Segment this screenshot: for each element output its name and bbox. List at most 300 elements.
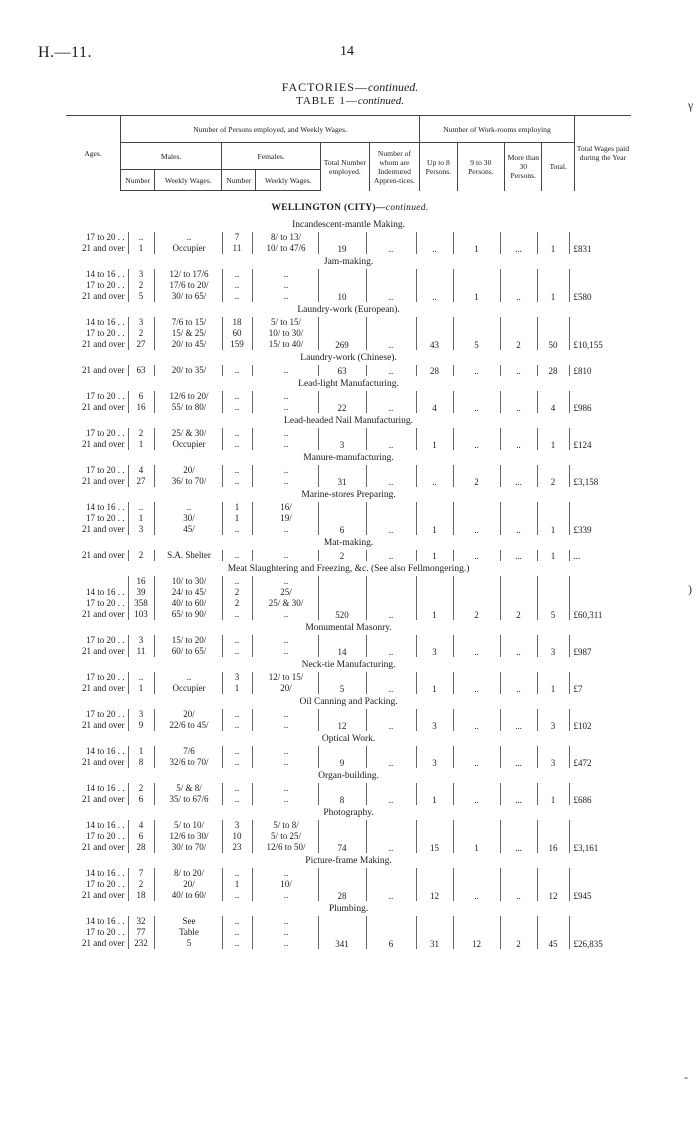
workrooms-more-than-30: .. [500, 391, 537, 413]
age-group-line: 21 and over [82, 402, 125, 412]
male-number-line: 2 [138, 280, 144, 290]
female-number [222, 820, 252, 853]
industry-data-row [66, 550, 631, 561]
female-weekly-wages [252, 709, 318, 731]
industry-name: Incandescent-mantle Making. [292, 220, 405, 230]
female-number-line: .. [234, 402, 240, 412]
age-group-line: 21 and over [82, 550, 125, 560]
male-weekly-wages-line: Occupier [172, 683, 206, 693]
male-number-line: .. [138, 502, 144, 512]
workrooms-total: 1 [537, 783, 569, 805]
industry-name: Manure-manufacturing. [303, 453, 394, 463]
female-weekly-wages [252, 502, 318, 535]
male-number-line: 6 [138, 794, 144, 804]
female-number-line: 3 [234, 672, 240, 682]
industry-heading-row [66, 561, 631, 576]
workrooms-9-to-30: 1 [453, 820, 500, 853]
industry-name: Laundry-work (Chinese). [300, 353, 397, 363]
total-employed: 2 [318, 550, 366, 561]
male-number-line: 8 [138, 757, 144, 767]
female-number [222, 502, 252, 535]
male-weekly-wages-line: 8/ to 20/ [173, 868, 204, 878]
age-group-line: 21 and over [82, 524, 125, 534]
female-number [222, 576, 252, 620]
male-weekly-wages-line: 5/ to 10/ [173, 820, 204, 830]
industry-data-row [66, 783, 631, 805]
male-weekly-wages-line: 20/ to 45/ [171, 339, 207, 349]
industry-data-row [66, 635, 631, 657]
male-weekly-wages [154, 672, 222, 694]
female-number-line: .. [234, 365, 240, 375]
female-weekly-wages-line: 20/ [280, 683, 292, 693]
margin-mark-bottom: - [684, 1070, 688, 1084]
male-number-line: .. [138, 232, 144, 242]
age-group-line: 21 and over [82, 938, 125, 948]
male-number [128, 868, 154, 901]
workrooms-more-than-30: 2 [500, 916, 537, 949]
male-weekly-wages [154, 232, 222, 254]
male-weekly-wages-line: S.A. Shelter [167, 550, 211, 560]
industry-heading-row [66, 694, 631, 709]
total-employed: 28 [318, 868, 366, 901]
female-weekly-wages-line: .. [283, 269, 289, 279]
age-group-line: 17 to 20 . . [85, 831, 125, 841]
age-group-line: 21 and over [82, 365, 125, 375]
industry-data-row [66, 365, 631, 376]
male-number [128, 709, 154, 731]
male-weekly-wages-line: 12/ to 17/6 [169, 269, 209, 279]
indentured-apprentices: .. [366, 746, 416, 768]
workrooms-more-than-30: .. [500, 365, 537, 376]
male-weekly-wages [154, 550, 222, 561]
age-group [66, 269, 128, 302]
female-weekly-wages [252, 391, 318, 413]
female-weekly-wages-line: .. [283, 916, 289, 926]
male-weekly-wages-line: 40/ to 60/ [171, 890, 207, 900]
male-number [128, 635, 154, 657]
female-number-line: 159 [230, 339, 244, 349]
indentured-apprentices: .. [366, 391, 416, 413]
male-number [128, 269, 154, 302]
industry-name: Photography. [323, 808, 374, 818]
age-group-line: 17 to 20 . . [85, 672, 125, 682]
female-number-line: 60 [232, 328, 242, 338]
city-name: WELLINGTON (CITY)— [271, 203, 386, 213]
table-title [0, 95, 700, 107]
female-weekly-wages-line: .. [283, 927, 289, 937]
male-weekly-wages-line: 30/ [183, 513, 195, 523]
workrooms-9-to-30: 5 [453, 317, 500, 350]
indentured-apprentices: .. [366, 820, 416, 853]
industry-data-row [66, 502, 631, 535]
male-number [128, 391, 154, 413]
total-wages-paid: £987 [569, 635, 631, 657]
female-weekly-wages-line: .. [283, 550, 289, 560]
workrooms-total: 1 [537, 428, 569, 450]
male-number [128, 746, 154, 768]
female-weekly-wages-line: .. [283, 280, 289, 290]
female-number-line: 1 [234, 513, 240, 523]
female-weekly-wages-line: 16/ [280, 502, 292, 512]
total-employed: 6 [318, 502, 366, 535]
male-number-line: 358 [134, 598, 148, 608]
male-weekly-wages-line: 35/ to 67/6 [169, 794, 209, 804]
male-weekly-wages [154, 709, 222, 731]
female-weekly-wages [252, 672, 318, 694]
age-group [66, 576, 128, 620]
age-group [66, 820, 128, 853]
male-weekly-wages [154, 317, 222, 350]
total-wages-paid: £810 [569, 365, 631, 376]
age-group-line: 21 and over [82, 609, 125, 619]
age-group-line: 17 to 20 . . [85, 428, 125, 438]
female-number [222, 428, 252, 450]
female-number [222, 672, 252, 694]
col-up-to-8: Up to 8 Persons. [420, 143, 457, 191]
workrooms-total: 3 [537, 635, 569, 657]
total-wages-paid: ... [569, 550, 631, 561]
female-number-line: .. [234, 757, 240, 767]
age-group [66, 317, 128, 350]
industry-data-row [66, 465, 631, 487]
female-number-line: 2 [234, 587, 240, 597]
female-number-line: .. [234, 280, 240, 290]
age-group-line: 21 and over [82, 842, 125, 852]
female-weekly-wages [252, 317, 318, 350]
workrooms-up-to-8: 43 [416, 317, 453, 350]
female-number-line: .. [234, 938, 240, 948]
age-group-line: 21 and over [82, 646, 125, 656]
female-number-line: 10 [232, 831, 242, 841]
male-number-line: 2 [138, 428, 144, 438]
male-number-line: 3 [138, 709, 144, 719]
workrooms-up-to-8: .. [416, 465, 453, 487]
age-group [66, 391, 128, 413]
age-group [66, 502, 128, 535]
age-group-line: 14 to 16 . . [85, 820, 125, 830]
male-weekly-wages [154, 783, 222, 805]
female-number-line: .. [234, 269, 240, 279]
male-number [128, 232, 154, 254]
male-number-line: 16 [136, 576, 146, 586]
male-number [128, 576, 154, 620]
male-weekly-wages-line: Table [179, 927, 199, 937]
factories-data-table [66, 217, 631, 949]
age-group-line: 21 and over [82, 439, 125, 449]
age-group-line: 14 to 16 . . [85, 269, 125, 279]
male-weekly-wages-line: 45/ [183, 524, 195, 534]
male-weekly-wages [154, 868, 222, 901]
male-number [128, 317, 154, 350]
female-weekly-wages-line: 10/ to 30/ [268, 328, 304, 338]
industry-data-row [66, 391, 631, 413]
female-weekly-wages [252, 576, 318, 620]
age-group-line: 21 and over [82, 291, 125, 301]
male-weekly-wages-line: .. [186, 232, 192, 242]
male-weekly-wages-line: 25/ & 30/ [171, 428, 207, 438]
male-weekly-wages-line: 7/6 to 15/ [171, 317, 207, 327]
female-number [222, 916, 252, 949]
workrooms-9-to-30: 2 [453, 465, 500, 487]
workrooms-up-to-8: 15 [416, 820, 453, 853]
female-weekly-wages [252, 783, 318, 805]
workrooms-up-to-8: .. [416, 269, 453, 302]
workrooms-total: 50 [537, 317, 569, 350]
male-weekly-wages [154, 576, 222, 620]
age-group-line: 14 to 16 . . [85, 746, 125, 756]
male-weekly-wages-line: 20/ to 35/ [171, 365, 207, 375]
total-employed: 22 [318, 391, 366, 413]
female-number [222, 635, 252, 657]
male-weekly-wages-line: 5/ & 8/ [176, 783, 202, 793]
female-number [222, 550, 252, 561]
col-total-wages: Total Wages paid during the Year [574, 116, 631, 191]
female-weekly-wages-line: .. [283, 746, 289, 756]
female-number-line: .. [234, 609, 240, 619]
male-number-line: 7 [138, 868, 144, 878]
age-group-line: 17 to 20 . . [85, 709, 125, 719]
industry-data-row [66, 916, 631, 949]
female-weekly-wages [252, 635, 318, 657]
female-number-line: 7 [234, 232, 240, 242]
age-group-line: 17 to 20 . . [85, 635, 125, 645]
age-group-line: 17 to 20 . . [85, 328, 125, 338]
workrooms-total: 45 [537, 916, 569, 949]
report-reference: H.—11. [38, 44, 92, 61]
workrooms-9-to-30: .. [453, 428, 500, 450]
male-number-line: 11 [136, 646, 146, 656]
male-weekly-wages-line: .. [186, 672, 192, 682]
female-weekly-wages-line: .. [283, 709, 289, 719]
workrooms-up-to-8: 3 [416, 635, 453, 657]
industry-heading-row [66, 450, 631, 465]
age-group [66, 428, 128, 450]
male-number-line: 27 [136, 476, 146, 486]
age-group-line: 21 and over [82, 476, 125, 486]
female-number-line: 11 [232, 243, 242, 253]
female-weekly-wages-line: 25/ [280, 587, 292, 597]
col-male-wages: Weekly Wages. [155, 170, 222, 191]
male-weekly-wages-line: 12/6 to 20/ [169, 391, 209, 401]
age-group-line: 21 and over [82, 794, 125, 804]
document-title [0, 80, 700, 95]
industry-name: Laundry-work (European). [297, 305, 400, 315]
male-number-line: 1 [138, 243, 144, 253]
female-weekly-wages-line: .. [283, 783, 289, 793]
female-weekly-wages [252, 820, 318, 853]
col-female-wages: Weekly Wages. [256, 170, 321, 191]
female-number-line: .. [234, 783, 240, 793]
workrooms-total: 2 [537, 465, 569, 487]
col-males: Males. [121, 143, 222, 170]
title-suffix: continued. [367, 80, 419, 94]
indentured-apprentices: .. [366, 428, 416, 450]
workrooms-total: 12 [537, 868, 569, 901]
workrooms-up-to-8: 1 [416, 502, 453, 535]
industry-data-row [66, 709, 631, 731]
workrooms-9-to-30: 1 [453, 232, 500, 254]
male-number-line: 6 [138, 391, 144, 401]
workrooms-up-to-8: 31 [416, 916, 453, 949]
workrooms-total: 1 [537, 232, 569, 254]
male-number-line: 3 [138, 524, 144, 534]
workrooms-total: 4 [537, 391, 569, 413]
workrooms-total: 1 [537, 502, 569, 535]
table-title-suffix: continued. [357, 95, 404, 107]
workrooms-more-than-30: ... [500, 746, 537, 768]
male-number-line: 5 [138, 291, 144, 301]
indentured-apprentices: .. [366, 635, 416, 657]
female-weekly-wages [252, 428, 318, 450]
female-weekly-wages-line: 12/6 to 50/ [266, 842, 306, 852]
female-number-line: .. [234, 576, 240, 586]
age-group-line: 14 to 16 . . [85, 587, 125, 597]
indentured-apprentices: .. [366, 576, 416, 620]
female-number [222, 232, 252, 254]
male-number-line: 4 [138, 820, 144, 830]
female-weekly-wages-line: .. [283, 476, 289, 486]
total-wages-paid: £945 [569, 868, 631, 901]
female-weekly-wages-line: 25/ & 30/ [268, 598, 304, 608]
female-weekly-wages-line: .. [283, 635, 289, 645]
age-group-line: 21 and over [82, 243, 125, 253]
male-number-line: 1 [138, 746, 144, 756]
indentured-apprentices: .. [366, 365, 416, 376]
female-number-line: .. [234, 635, 240, 645]
female-number-line: .. [234, 916, 240, 926]
workrooms-total: 28 [537, 365, 569, 376]
industry-heading-row [66, 901, 631, 916]
male-number [128, 365, 154, 376]
total-employed: 8 [318, 783, 366, 805]
female-weekly-wages [252, 232, 318, 254]
total-wages-paid: £831 [569, 232, 631, 254]
city-suffix: continued. [385, 203, 429, 213]
age-group-line: 14 to 16 . . [85, 916, 125, 926]
industry-name: Mat-making. [323, 538, 374, 548]
male-weekly-wages [154, 635, 222, 657]
city-heading [0, 203, 700, 213]
industry-heading-row [66, 768, 631, 783]
col-9-to-30: 9 to 30 Persons. [457, 143, 504, 191]
female-weekly-wages-line: 15/ to 40/ [268, 339, 304, 349]
male-number [128, 916, 154, 949]
industry-heading-row [66, 350, 631, 365]
industry-heading-row [66, 620, 631, 635]
total-employed: 63 [318, 365, 366, 376]
total-employed: 269 [318, 317, 366, 350]
female-weekly-wages-line: .. [283, 428, 289, 438]
male-number-line: 32 [136, 916, 146, 926]
male-weekly-wages-line: 7/6 [183, 746, 195, 756]
age-group-line: 17 to 20 . . [85, 598, 125, 608]
total-employed: 14 [318, 635, 366, 657]
workrooms-total: 16 [537, 820, 569, 853]
workrooms-more-than-30: ... [500, 465, 537, 487]
workrooms-up-to-8: 1 [416, 576, 453, 620]
workrooms-more-than-30: 2 [500, 576, 537, 620]
total-wages-paid: £102 [569, 709, 631, 731]
male-weekly-wages [154, 269, 222, 302]
female-weekly-wages-line: .. [283, 794, 289, 804]
indentured-apprentices: .. [366, 465, 416, 487]
industry-data-row [66, 317, 631, 350]
female-number-line: 2 [234, 598, 240, 608]
age-group-line: 14 to 16 . . [85, 502, 125, 512]
title-prefix: FACTORIES— [281, 80, 368, 94]
age-group [66, 550, 128, 561]
female-number [222, 317, 252, 350]
male-weekly-wages-line: See [182, 916, 196, 926]
female-number [222, 783, 252, 805]
female-weekly-wages-line: .. [283, 402, 289, 412]
indentured-apprentices: 6 [366, 916, 416, 949]
female-number-line: .. [234, 439, 240, 449]
female-number-line: .. [234, 720, 240, 730]
workrooms-more-than-30: ... [500, 550, 537, 561]
male-weekly-wages [154, 391, 222, 413]
female-number [222, 391, 252, 413]
male-weekly-wages-line: Occupier [172, 439, 206, 449]
female-number [222, 868, 252, 901]
female-weekly-wages-line: .. [283, 391, 289, 401]
workrooms-up-to-8: 3 [416, 709, 453, 731]
col-male-number: Number [121, 170, 155, 191]
female-number-line: .. [234, 709, 240, 719]
age-group [66, 672, 128, 694]
col-more-than-30: More than 30 Persons. [505, 143, 542, 191]
male-number-line: 232 [134, 938, 148, 948]
age-group-line: 17 to 20 . . [85, 879, 125, 889]
male-number-line: 2 [138, 879, 144, 889]
workrooms-total: 1 [537, 269, 569, 302]
total-wages-paid: £686 [569, 783, 631, 805]
total-wages-paid: £3,158 [569, 465, 631, 487]
age-group [66, 232, 128, 254]
age-group [66, 746, 128, 768]
col-total-number: Total Number employed. [321, 143, 370, 191]
total-employed: 9 [318, 746, 366, 768]
male-number-line: 2 [138, 328, 144, 338]
workrooms-more-than-30: .. [500, 502, 537, 535]
female-weekly-wages [252, 365, 318, 376]
female-number [222, 365, 252, 376]
total-wages-paid: £26,835 [569, 916, 631, 949]
industry-data-row [66, 269, 631, 302]
female-weekly-wages [252, 868, 318, 901]
male-number [128, 502, 154, 535]
workrooms-more-than-30: .. [500, 428, 537, 450]
workrooms-9-to-30: .. [453, 391, 500, 413]
male-number-line: 16 [136, 402, 146, 412]
age-group-line: 14 to 16 . . [85, 317, 125, 327]
total-employed: 3 [318, 428, 366, 450]
male-weekly-wages-line: 36/ to 70/ [171, 476, 207, 486]
indentured-apprentices: .. [366, 868, 416, 901]
female-weekly-wages-line: .. [283, 365, 289, 375]
workrooms-up-to-8: 28 [416, 365, 453, 376]
industry-name: Meat Slaughtering and Freezing, &c. (See also Fellmongering.) [227, 564, 470, 574]
indentured-apprentices: .. [366, 550, 416, 561]
male-number-line: 2 [138, 550, 144, 560]
female-weekly-wages [252, 550, 318, 561]
industry-data-row [66, 428, 631, 450]
industry-data-row [66, 576, 631, 620]
female-weekly-wages-line: .. [283, 720, 289, 730]
workrooms-up-to-8: 1 [416, 783, 453, 805]
workrooms-9-to-30: .. [453, 635, 500, 657]
margin-mark-top: γ [688, 98, 694, 112]
